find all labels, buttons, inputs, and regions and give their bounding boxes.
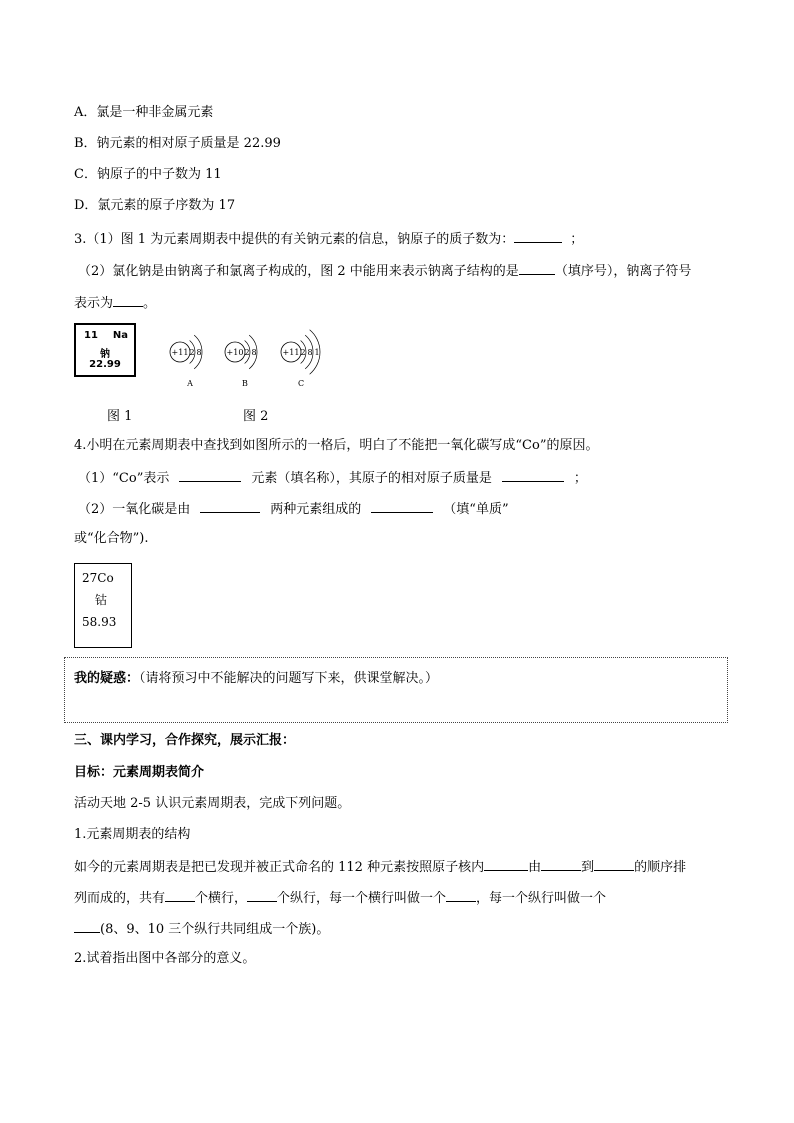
section3-heading: 三、课内学习，合作探究，展示汇报： xyxy=(74,733,296,748)
item1-blank-to[interactable] xyxy=(594,856,634,871)
electron-count: 2 xyxy=(244,348,250,357)
q4-blank-two-elements[interactable] xyxy=(200,498,260,513)
na-atomic-number: 11 xyxy=(84,330,98,341)
item1-l2-a: 列而成的，共有 xyxy=(74,891,166,906)
co-mass: 58.93 xyxy=(82,615,117,629)
q3-part1-text: 3.（1）图 1 为元素周期表中提供的有关钠元素的信息，钠原子的质子数为： xyxy=(74,232,515,247)
section3-item1-line2 xyxy=(74,887,606,909)
electron-count: 2 xyxy=(189,348,195,357)
electron-count: 8 xyxy=(251,348,257,357)
q3-part2-line2-text: 表示为 xyxy=(74,296,114,311)
q4-blank-atomic-mass[interactable] xyxy=(502,467,564,482)
q4-p1-a: （1）“Co”表示 xyxy=(78,471,170,486)
q4-part2 xyxy=(78,498,509,520)
na-mass: 22.99 xyxy=(89,359,121,370)
option-c: C．钠原子的中子数为 11 xyxy=(74,167,222,182)
item1-l1-c: 到 xyxy=(581,860,595,875)
item1-l2-c: 个纵行，每一个横行叫做一个 xyxy=(277,891,447,906)
item1-l3: (8、9、10 三个纵行共同组成一个族)。 xyxy=(100,922,330,937)
electron-count: 2 xyxy=(300,348,306,357)
item1-blank-basis[interactable] xyxy=(484,856,528,871)
atom-label: C xyxy=(297,379,305,388)
item1-l2-d: ，每一个纵行叫做一个 xyxy=(476,891,607,906)
atom-structure-diagrams xyxy=(160,318,360,393)
q3-part1-end: ； xyxy=(570,232,584,247)
atom-label: B xyxy=(242,379,248,388)
atom-label: A xyxy=(187,379,193,388)
atom-diagram-c xyxy=(281,330,320,388)
q4-p2-b: 两种元素组成的 xyxy=(270,502,362,517)
item1-l1-b: 由 xyxy=(528,860,542,875)
q4-part2-line2: 或“化合物”). xyxy=(74,531,149,546)
section3-item1-line3 xyxy=(74,918,329,940)
electron-count: 1 xyxy=(314,348,320,357)
q3-part2-mid: （填序号），钠离子符号 xyxy=(554,264,692,279)
option-d: D．氯元素的原子序数为 17 xyxy=(74,198,236,213)
q4-part1 xyxy=(78,467,587,489)
electron-count: 8 xyxy=(307,348,313,357)
item1-l1-d: 的顺序排 xyxy=(634,860,687,875)
na-symbol: Na xyxy=(112,330,128,341)
item1-blank-periods[interactable] xyxy=(165,887,195,902)
atom-diagram-a xyxy=(170,335,202,388)
sodium-element-card xyxy=(74,323,136,377)
q4-intro: 4.小明在元素周期表中查找到如图所示的一格后，明白了不能把一氧化碳写成“Co”的原因。 xyxy=(74,438,599,453)
item1-l1-a: 如今的元素周期表是把已发现并被正式命名的 112 种元素按照原子核内 xyxy=(74,860,485,875)
q4-p2-c: （填“单质” xyxy=(443,502,509,517)
item1-l2-b: 个横行， xyxy=(195,891,248,906)
item1-blank-period-name[interactable] xyxy=(446,887,476,902)
q3-blank-choice[interactable] xyxy=(519,260,555,275)
q3-part1 xyxy=(74,228,583,250)
doubts-label: 我的疑惑： xyxy=(74,671,140,686)
atom-nucleus-charge: +11 xyxy=(171,348,189,357)
item1-blank-columns[interactable] xyxy=(247,887,277,902)
q3-blank-proton[interactable] xyxy=(514,228,562,243)
q4-blank-element-name[interactable] xyxy=(179,467,241,482)
item1-blank-group-name[interactable] xyxy=(74,918,100,933)
cobalt-element-card xyxy=(74,563,132,648)
q3-blank-symbol[interactable] xyxy=(113,292,143,307)
item1-blank-from[interactable] xyxy=(541,856,581,871)
na-name: 钠 xyxy=(100,349,110,360)
my-doubts-box[interactable] xyxy=(64,657,728,723)
electron-count: 8 xyxy=(196,348,202,357)
q4-blank-type[interactable] xyxy=(371,498,433,513)
doubts-text: （请将预习中不能解决的问题写下来，供课堂解决。） xyxy=(139,671,439,686)
co-number-symbol: 27Co xyxy=(82,571,114,585)
q4-p1-c: ； xyxy=(573,471,587,486)
q4-p1-b: 元素（填名称），其原子的相对原子质量是 xyxy=(251,471,492,486)
q3-part2 xyxy=(78,260,691,282)
section3-item1-line1 xyxy=(74,856,686,878)
figure-2-caption: 图 2 xyxy=(243,409,269,424)
atom-nucleus-charge: +10 xyxy=(226,348,244,357)
section3-item1-title: 1.元素周期表的结构 xyxy=(74,827,191,842)
q4-p2-a: （2）一氧化碳是由 xyxy=(78,502,191,517)
q3-part2-line2 xyxy=(74,292,156,314)
q3-part2-text: （2）氯化钠是由钠离子和氯离子构成的，图 2 中能用来表示钠离子结构的是 xyxy=(78,264,519,279)
section3-item2-title: 2.试着指出图中各部分的意义。 xyxy=(74,951,256,966)
section3-goal: 目标：元素周期表简介 xyxy=(74,765,205,780)
option-a: A．氯是一种非金属元素 xyxy=(74,105,214,120)
atom-diagram-b xyxy=(225,335,257,388)
atom-nucleus-charge: +11 xyxy=(282,348,300,357)
figure-1-caption: 图 1 xyxy=(107,409,133,424)
co-name: 钴 xyxy=(95,593,108,607)
section3-activity: 活动天地 2-5 认识元素周期表，完成下列问题。 xyxy=(74,796,351,811)
option-b: B．钠元素的相对原子质量是 22.99 xyxy=(74,136,281,151)
q3-part2-end: 。 xyxy=(143,296,157,311)
